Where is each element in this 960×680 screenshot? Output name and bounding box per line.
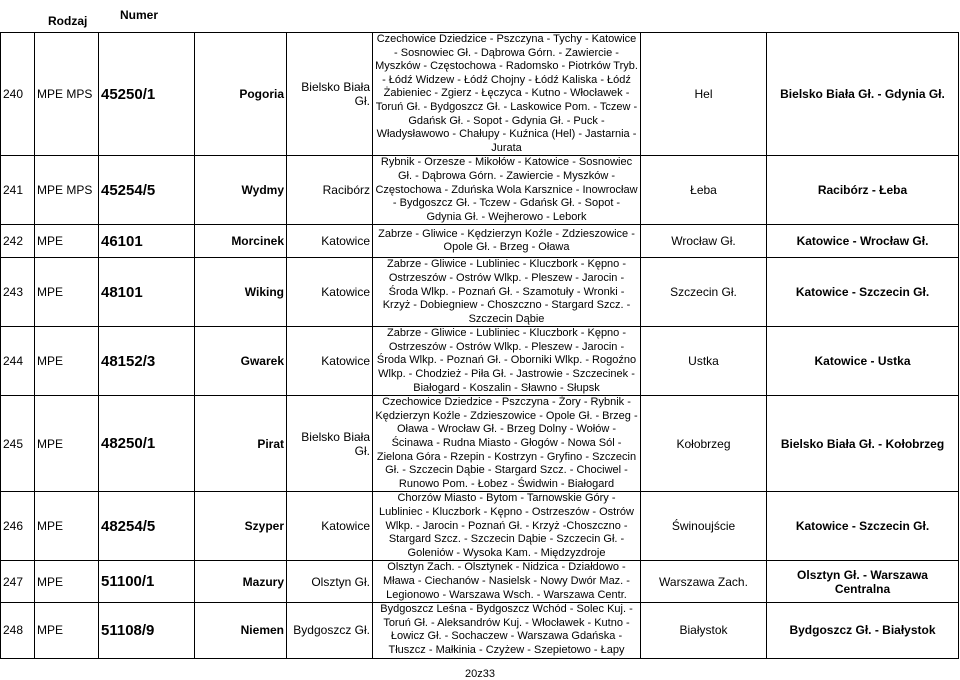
route-stations: Zabrze - Gliwice - Kędzierzyn Koźle - Zdzieszowice - Opole Gł. - Brzeg - Oława [373, 225, 641, 258]
route-stations: Zabrze - Gliwice - Lubliniec - Kluczbork - Kępno - Ostrzeszów - Ostrów Wlkp. - Pleszew - Jarocin - Środa Wlkp. - Poznań Gł. - Oborniki Wlkp. - Rogoźno Wlkp. - Chodzież - Piła Gł. - Jastrowie - Szczecinek - Białogard - Koszalin - Sławno - Słupsk [373, 327, 641, 396]
table-row [1, 258, 959, 327]
origin-station: Bielsko Biała Gł. [287, 396, 373, 492]
table-row [1, 396, 959, 492]
category: MPE [35, 492, 99, 561]
train-name: Morcinek [195, 225, 287, 258]
relation: Olsztyn Gł. - Warszawa Centralna [767, 561, 959, 603]
destination-station: Świnoujście [641, 492, 767, 561]
category: MPE [35, 327, 99, 396]
row-number: 247 [1, 561, 35, 603]
route-stations: Bydgoszcz Leśna - Bydgoszcz Wchód - Solec Kuj. - Toruń Gł. - Aleksandrów Kuj. - Włocławek - Kutno - Łowicz Gł. - Sochaczew - Warszawa Gdańska - Tłuszcz - Małkinia - Czyżew - Szepietowo - Łapy [373, 603, 641, 658]
train-number: 48254/5 [99, 492, 195, 561]
header-number: Numer [120, 8, 159, 22]
category: MPE [35, 603, 99, 658]
train-name: Niemen [195, 603, 287, 658]
row-number: 248 [1, 603, 35, 658]
table-row [1, 603, 959, 658]
origin-station: Katowice [287, 258, 373, 327]
table-row [1, 561, 959, 603]
row-number: 242 [1, 225, 35, 258]
relation: Bielsko Biała Gł. - Kołobrzeg [767, 396, 959, 492]
header-type: Rodzaj [48, 14, 88, 28]
relation: Bydgoszcz Gł. - Białystok [767, 603, 959, 658]
relation: Katowice - Wrocław Gł. [767, 225, 959, 258]
destination-station: Szczecin Gł. [641, 258, 767, 327]
train-name: Pogoria [195, 33, 287, 156]
origin-station: Bielsko Biała Gł. [287, 33, 373, 156]
row-number: 245 [1, 396, 35, 492]
train-name: Wiking [195, 258, 287, 327]
category: MPE [35, 258, 99, 327]
relation: Bielsko Biała Gł. - Gdynia Gł. [767, 33, 959, 156]
train-name: Pirat [195, 396, 287, 492]
origin-station: Katowice [287, 492, 373, 561]
destination-station: Łeba [641, 156, 767, 225]
destination-station: Białystok [641, 603, 767, 658]
page-number: 20z33 [465, 668, 495, 680]
origin-station: Katowice [287, 225, 373, 258]
destination-station: Ustka [641, 327, 767, 396]
train-number: 45250/1 [99, 33, 195, 156]
table-row [1, 33, 959, 156]
table-row [1, 156, 959, 225]
category: MPE [35, 396, 99, 492]
route-stations: Chorzów Miasto - Bytom - Tarnowskie Góry - Lubliniec - Kluczbork - Kępno - Ostrzeszów - Ostrów Wlkp. - Jarocin - Poznań Gł. - Krzyż -Choszczno - Stargard Szcz. - Szczecin Dąbie - Szczecin Gł. - Goleniów - Wysoka Kam. - Międzyzdroje [373, 492, 641, 561]
table-row [1, 327, 959, 396]
origin-station: Racibórz [287, 156, 373, 225]
train-number: 48152/3 [99, 327, 195, 396]
train-number: 51108/9 [99, 603, 195, 658]
train-number: 48250/1 [99, 396, 195, 492]
train-name: Gwarek [195, 327, 287, 396]
route-stations: Zabrze - Gliwice - Lubliniec - Kluczbork - Kępno - Ostrzeszów - Ostrów Wlkp. - Pleszew - Jarocin - Środa Wlkp. - Poznań Gł. - Szamotuły - Wronki - Krzyż - Dobiegniew - Choszczno - Stargard Szcz. - Szczecin Dąbie [373, 258, 641, 327]
train-number: 51100/1 [99, 561, 195, 603]
category: MPE [35, 561, 99, 603]
relation: Racibórz - Łeba [767, 156, 959, 225]
category: MPE MPS [35, 33, 99, 156]
row-number: 243 [1, 258, 35, 327]
route-stations: Czechowice Dziedzice - Pszczyna - Żory - Rybnik - Kędzierzyn Koźle - Zdzieszowice - Opole Gł. - Brzeg - Oława - Wrocław Gł. - Brzeg Dolny - Wołów - Ścinawa - Rudna Miasto - Głogów - Nowa Sól - Zielona Góra - Rzepin - Kostrzyn - Gryfino - Szczecin Gł. - Szczecin Dąbie - Stargard Szcz. - Chociwel - Runowo Pom. - Łobez - Świdwin - Białogard [373, 396, 641, 492]
category: MPE MPS [35, 156, 99, 225]
row-number: 244 [1, 327, 35, 396]
destination-station: Warszawa Zach. [641, 561, 767, 603]
train-table [0, 32, 959, 659]
row-number: 240 [1, 33, 35, 156]
relation: Katowice - Ustka [767, 327, 959, 396]
train-number: 48101 [99, 258, 195, 327]
destination-station: Kołobrzeg [641, 396, 767, 492]
relation: Katowice - Szczecin Gł. [767, 492, 959, 561]
train-name: Mazury [195, 561, 287, 603]
category: MPE [35, 225, 99, 258]
train-number: 45254/5 [99, 156, 195, 225]
destination-station: Wrocław Gł. [641, 225, 767, 258]
origin-station: Bydgoszcz Gł. [287, 603, 373, 658]
train-name: Wydmy [195, 156, 287, 225]
destination-station: Hel [641, 33, 767, 156]
row-number: 241 [1, 156, 35, 225]
table-row [1, 492, 959, 561]
route-stations: Rybnik - Orzesze - Mikołów - Katowice - Sosnowiec Gł. - Dąbrowa Górn. - Zawiercie - Myszków - Częstochowa - Zduńska Wola Karsznice - Inowrocław - Bydgoszcz Gł. - Tczew - Gdańsk Gł. - Sopot - Gdynia Gł. - Wejherowo - Lebork [373, 156, 641, 225]
origin-station: Katowice [287, 327, 373, 396]
train-name: Szyper [195, 492, 287, 561]
route-stations: Olsztyn Zach. - Olsztynek - Nidzica - Działdowo - Mława - Ciechanów - Nasielsk - Nowy Dwór Maz. - Legionowo - Warszawa Wsch. - Warszawa Centr. [373, 561, 641, 603]
origin-station: Olsztyn Gł. [287, 561, 373, 603]
relation: Katowice - Szczecin Gł. [767, 258, 959, 327]
row-number: 246 [1, 492, 35, 561]
route-stations: Czechowice Dziedzice - Pszczyna - Tychy - Katowice - Sosnowiec Gł. - Dąbrowa Górn. - Zawiercie - Myszków - Częstochowa - Radomsko - Piotrków Tryb. - Łódź Widzew - Łódź Chojny - Łódź Kaliska - Łódź Żabieniec - Zgierz - Łęczyca - Kutno - Włocławek - Toruń Gł. - Bydgoszcz Gł. - Laskowice Pom. - Tczew - Gdańsk Gł. - Sopot - Gdynia Gł. - Puck - Władysławowo - Chałupy - Kuźnica (Hel) - Jastarnia - Jurata [373, 33, 641, 156]
table-header-clip [0, 0, 960, 32]
train-number: 46101 [99, 225, 195, 258]
table-row [1, 225, 959, 258]
